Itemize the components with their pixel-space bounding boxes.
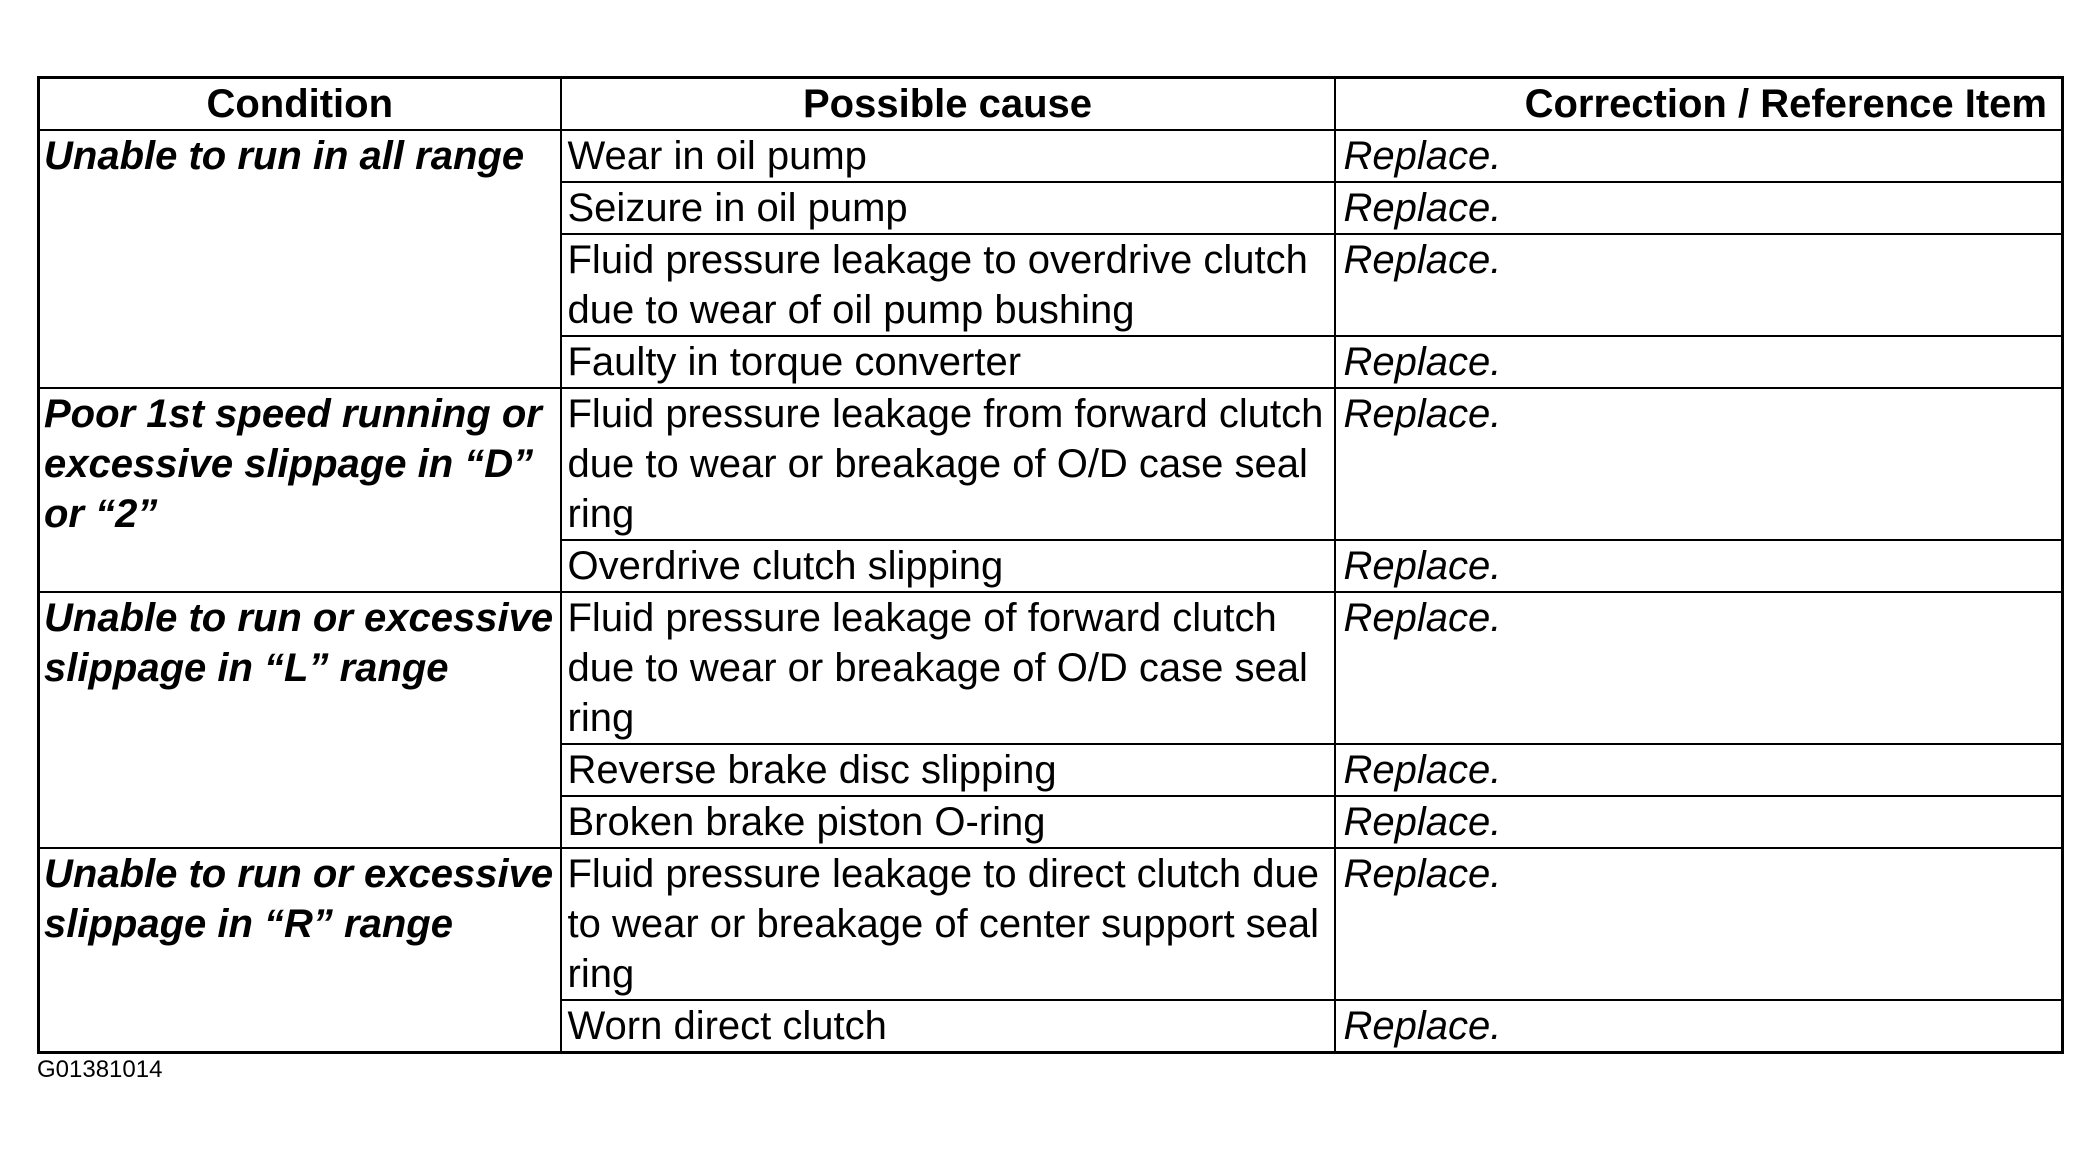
table-row xyxy=(39,592,2063,744)
condition-cell: Poor 1st speed running or excessive slippage in “D” or “2” xyxy=(39,388,561,592)
table-row xyxy=(39,848,2063,1000)
condition-cell: Unable to run or excessive slippage in “L” range xyxy=(39,592,561,848)
table-row xyxy=(39,388,2063,540)
correction-cell: Replace. xyxy=(1335,540,2063,592)
header-possible-cause: Possible cause xyxy=(561,78,1335,131)
cause-cell: Overdrive clutch slipping xyxy=(561,540,1335,592)
table-header xyxy=(39,78,2063,131)
correction-cell: Replace. xyxy=(1335,796,2063,848)
correction-cell: Replace. xyxy=(1335,1000,2063,1053)
table-row xyxy=(39,130,2063,182)
header-row xyxy=(39,78,2063,131)
table-body xyxy=(39,130,2063,1053)
header-correction: Correction / Reference Item xyxy=(1335,78,2063,131)
cause-cell: Faulty in torque converter xyxy=(561,336,1335,388)
cause-cell: Fluid pressure leakage to overdrive clutch due to wear of oil pump bushing xyxy=(561,234,1335,336)
figure-id: G01381014 xyxy=(37,1056,163,1083)
cause-cell: Worn direct clutch xyxy=(561,1000,1335,1053)
condition-cell: Unable to run in all range xyxy=(39,130,561,388)
correction-cell: Replace. xyxy=(1335,744,2063,796)
correction-cell: Replace. xyxy=(1335,592,2063,744)
correction-cell: Replace. xyxy=(1335,130,2063,182)
correction-cell: Replace. xyxy=(1335,388,2063,540)
correction-cell: Replace. xyxy=(1335,182,2063,234)
correction-cell: Replace. xyxy=(1335,848,2063,1000)
diagnosis-table xyxy=(37,76,2064,1054)
header-condition: Condition xyxy=(39,78,561,131)
cause-cell: Fluid pressure leakage to direct clutch due to wear or breakage of center support seal ring xyxy=(561,848,1335,1000)
cause-cell: Broken brake piston O-ring xyxy=(561,796,1335,848)
cause-cell: Fluid pressure leakage from forward clutch due to wear or breakage of O/D case seal ring xyxy=(561,388,1335,540)
cause-cell: Fluid pressure leakage of forward clutch due to wear or breakage of O/D case seal ring xyxy=(561,592,1335,744)
cause-cell: Wear in oil pump xyxy=(561,130,1335,182)
condition-cell: Unable to run or excessive slippage in “R” range xyxy=(39,848,561,1053)
cause-cell: Seizure in oil pump xyxy=(561,182,1335,234)
correction-cell: Replace. xyxy=(1335,336,2063,388)
cause-cell: Reverse brake disc slipping xyxy=(561,744,1335,796)
correction-cell: Replace. xyxy=(1335,234,2063,336)
